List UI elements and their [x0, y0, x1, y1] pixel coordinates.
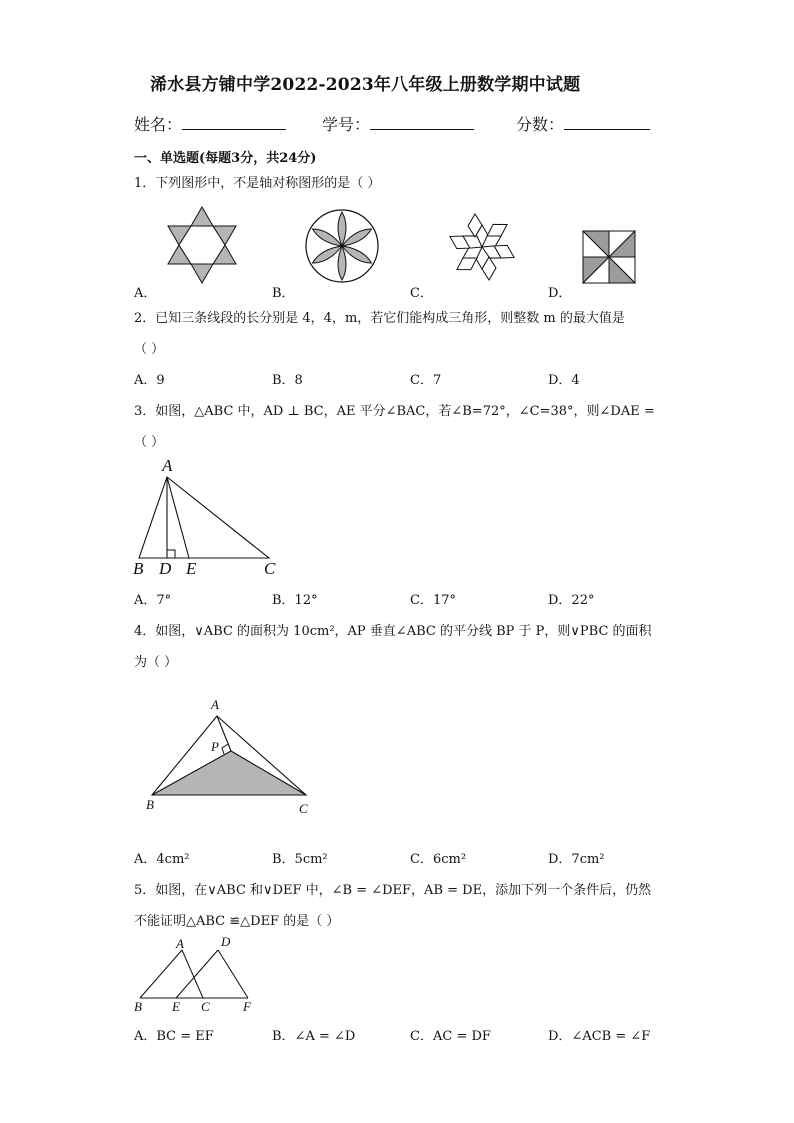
q5-triangles-figure	[130, 940, 260, 1005]
q3-stem-line1: 3．如图，△ABC 中，AD ⊥ BC，AE 平分∠BAC，若∠B=72°，∠C=38°，则∠DAE =	[134, 404, 655, 419]
hexagram-icon	[166, 205, 238, 285]
q3-option-d[interactable]: D．22°	[548, 593, 595, 608]
q2-option-b[interactable]: B．8	[272, 373, 303, 388]
q2-stem-line1: 2．已知三条线段的长分别是 4，4，m，若它们能构成三角形，则整数 m 的最大值是	[134, 311, 625, 326]
flower-circle-icon	[304, 208, 380, 284]
q4-triangle-figure	[140, 700, 320, 810]
q2-option-c[interactable]: C．7	[410, 373, 442, 388]
q4-option-b[interactable]: B．5cm²	[272, 852, 328, 867]
id-blank[interactable]	[370, 115, 474, 130]
q3-option-c[interactable]: C．17°	[410, 593, 456, 608]
id-field[interactable]	[322, 112, 474, 135]
section-header: 一、单选题(每题3分，共24分)	[134, 151, 317, 166]
q5-label-b: B	[134, 999, 142, 1014]
q4-stem-line1: 4．如图，∨ABC 的面积为 10cm²，AP 垂直∠ABC 的平分线 BP 于 P，则∨PBC 的面积	[134, 624, 652, 639]
score-blank[interactable]	[564, 115, 650, 130]
q5-stem-line1: 5．如图，在∨ABC 和∨DEF 中，∠B = ∠DEF，AB = DE，添加下列一个条件后，仍然	[134, 883, 652, 898]
q3-label-c: C	[264, 559, 276, 578]
q2-stem-line2: （ ）	[134, 342, 165, 357]
q5-option-c[interactable]: C．AC = DF	[410, 1029, 491, 1044]
q5-stem-line2: 不能证明△ABC ≌△DEF 的是（ ）	[134, 914, 340, 929]
q1-option-d[interactable]: D．	[548, 286, 572, 301]
pinwheel-icon	[582, 230, 636, 284]
page-title: 浠水县方铺中学2022-2023年八年级上册数学期中试题	[150, 75, 581, 95]
q4-label-a: A	[211, 697, 219, 712]
hexagon-star-icon	[444, 212, 520, 282]
name-field[interactable]	[134, 112, 286, 135]
q5-label-e: E	[172, 999, 180, 1014]
q3-label-d: D	[159, 559, 172, 578]
name-label: 姓名：	[134, 115, 183, 134]
q4-label-b: B	[146, 797, 154, 812]
q2-option-a[interactable]: A．9	[134, 373, 165, 388]
q5-option-a[interactable]: A．BC = EF	[134, 1029, 214, 1044]
q4-stem-line2: 为（ ）	[134, 655, 178, 670]
q1-option-c[interactable]: C．	[410, 286, 433, 301]
q4-option-c[interactable]: C．6cm²	[410, 852, 467, 867]
q3-label-b: B	[133, 559, 144, 578]
q1-stem: 1．下列图形中，不是轴对称图形的是（ ）	[134, 176, 381, 191]
q5-label-c: C	[201, 999, 210, 1014]
q5-option-d[interactable]: D．∠ACB = ∠F	[548, 1029, 651, 1044]
q3-option-b[interactable]: B．12°	[272, 593, 318, 608]
q2-option-d[interactable]: D．4	[548, 373, 580, 388]
name-blank[interactable]	[182, 115, 286, 130]
q5-label-d: D	[221, 934, 231, 949]
q5-label-a: A	[176, 936, 184, 951]
id-label: 学号：	[322, 115, 371, 134]
q1-option-b[interactable]: B．	[272, 286, 295, 301]
q5-option-b[interactable]: B．∠A = ∠D	[272, 1029, 356, 1044]
q4-option-d[interactable]: D．7cm²	[548, 852, 605, 867]
q5-label-f: F	[243, 999, 251, 1014]
q4-label-p: P	[211, 739, 219, 754]
q3-stem-line2: （ ）	[134, 435, 165, 450]
q4-option-a[interactable]: A．4cm²	[134, 852, 190, 867]
q3-option-a[interactable]: A．7°	[134, 593, 172, 608]
q3-label-a: A	[162, 456, 173, 475]
score-label: 分数：	[516, 115, 565, 134]
score-field[interactable]	[516, 112, 650, 135]
q3-label-e: E	[186, 559, 197, 578]
q4-label-c: C	[299, 801, 308, 816]
q1-option-a[interactable]: A．	[134, 286, 157, 301]
